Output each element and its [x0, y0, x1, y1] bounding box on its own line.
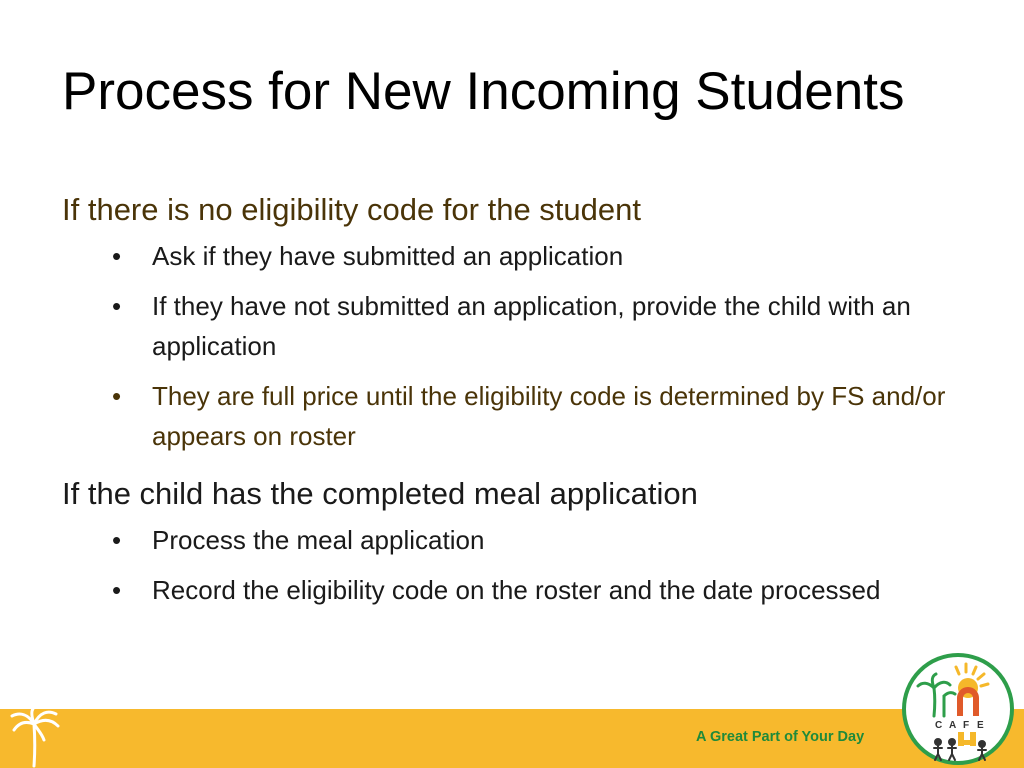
bullet-list	[62, 236, 962, 456]
section-completed-application	[62, 472, 962, 610]
footer-band	[0, 709, 1024, 768]
bullet-text: Record the eligibility code on the roster and the date processed	[152, 575, 881, 605]
slide-content	[62, 188, 962, 626]
bullet-item	[112, 286, 962, 366]
bullet-dot: •	[112, 381, 122, 411]
bullet-item	[112, 236, 962, 276]
bullet-text: Ask if they have submitted an application	[152, 241, 624, 271]
bullet-list	[62, 520, 962, 610]
bullet-text: Process the meal application	[152, 525, 485, 555]
bullet-dot: •	[112, 291, 122, 321]
palm-tree-icon	[8, 704, 64, 768]
bullet-text: They are full price until the eligibility code is determined by FS and/or appears on roster	[152, 381, 946, 451]
section-heading: If there is no eligibility code for the student	[62, 192, 641, 227]
bullet-dot: •	[112, 525, 122, 555]
bullet-dot: •	[112, 241, 122, 271]
section-no-eligibility-code	[62, 188, 962, 456]
bullet-dot: •	[112, 575, 122, 605]
bullet-text: If they have not submitted an application, provide the child with an application	[152, 291, 911, 361]
bullet-item	[112, 376, 962, 456]
cafe-logo	[898, 650, 1018, 768]
slide-title: Process for New Incoming Students	[62, 62, 905, 121]
logo-letter: E	[977, 720, 984, 731]
bullet-item	[112, 520, 962, 560]
section-heading: If the child has the completed meal application	[62, 476, 698, 511]
logo-letter: C	[935, 720, 943, 731]
bullet-item	[112, 570, 962, 610]
footer-tagline: A Great Part of Your Day	[696, 729, 865, 745]
logo-letter: A	[949, 720, 957, 731]
logo-letter: F	[963, 720, 970, 731]
